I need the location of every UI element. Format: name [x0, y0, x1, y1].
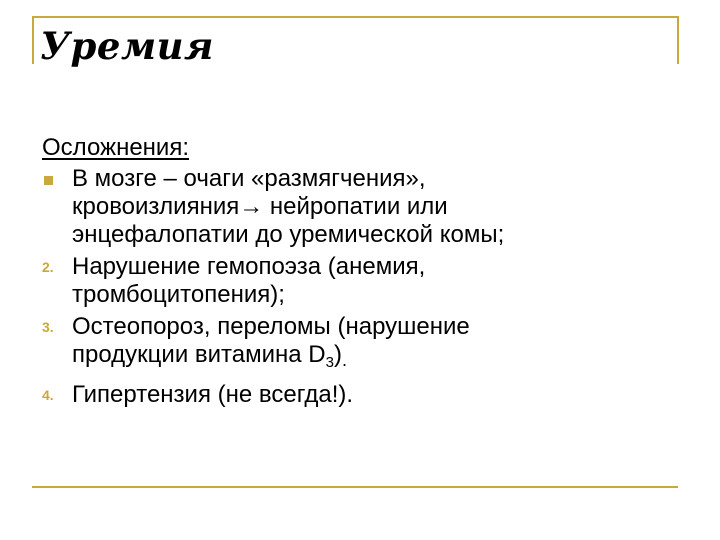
- list-item-3-line-1: Остеопороз, переломы (нарушение: [72, 313, 470, 340]
- slide-content: [42, 134, 662, 413]
- list-item-3-line-2: [72, 341, 662, 377]
- list-item-2-line-2: тромбоцитопения);: [72, 281, 285, 308]
- list-item-2: [42, 253, 662, 309]
- list-number-3: [42, 313, 64, 341]
- vitamin-d-subscript: 3: [325, 354, 334, 371]
- list-number-3-text: 3.: [42, 319, 54, 335]
- complications-heading: Осложнения:: [42, 134, 189, 161]
- trailing-dot: .: [341, 350, 347, 370]
- list-number-4: [42, 381, 64, 409]
- list-item-1: [42, 165, 662, 249]
- frame-bottom-border: [32, 486, 678, 488]
- frame-left-border: [32, 16, 34, 64]
- list-number-2-text: 2.: [42, 259, 54, 275]
- list-item-4-line-1: Гипертензия (не всегда!).: [72, 381, 354, 408]
- list-item-1-line-3: энцефалопатии до уремической комы;: [72, 221, 505, 248]
- list-item-4: [42, 381, 662, 409]
- list-item-3: [42, 313, 662, 377]
- list-item-2-line-1: Нарушение гемопоэза (анемия,: [72, 253, 426, 280]
- slide-title: Уремия: [40, 24, 214, 68]
- square-bullet-shape: [44, 176, 53, 185]
- list-number-4-text: 4.: [42, 387, 54, 403]
- list-item-1-line-2: кровоизлияния→ нейропатии или: [72, 193, 448, 220]
- list-number-2: [42, 253, 64, 281]
- frame-right-border: [677, 16, 679, 64]
- list-item-3-line-2-text: продукции витамина D: [72, 341, 326, 368]
- square-bullet-icon: [42, 165, 64, 193]
- list-item-1-line-1: В мозге – очаги «размягчения»,: [72, 165, 426, 192]
- frame-top-border: [32, 16, 678, 18]
- closing-parenthesis: ): [333, 341, 342, 368]
